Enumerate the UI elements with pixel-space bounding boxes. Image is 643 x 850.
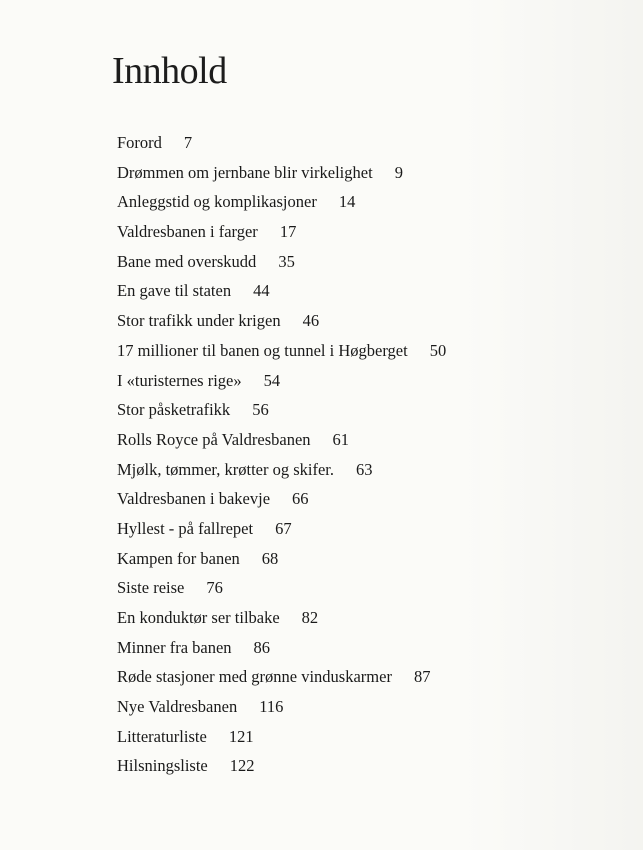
toc-entry <box>117 603 446 633</box>
toc-entry-page: 44 <box>253 281 270 301</box>
toc-entry-title: Valdresbanen i farger <box>117 222 258 242</box>
toc-entry-title: Anleggstid og komplikasjoner <box>117 192 317 212</box>
toc-entry <box>117 128 446 158</box>
toc-entry-page: 76 <box>206 578 223 598</box>
toc-entry <box>117 722 446 752</box>
toc-entry-page: 56 <box>252 400 269 420</box>
toc-entry-title: Nye Valdresbanen <box>117 697 238 717</box>
toc-entry <box>117 425 446 455</box>
toc-entry-page: 14 <box>338 192 356 212</box>
toc-entry <box>117 751 446 781</box>
toc-entry-title: Minner fra banen <box>117 637 232 657</box>
toc-entry-page: 66 <box>292 489 309 509</box>
toc-entry-title: Litteraturliste <box>117 726 207 746</box>
toc-entry-title: En gave til staten <box>117 281 232 301</box>
toc-entry-title: Rolls Royce på Valdresbanen <box>117 429 311 449</box>
toc-entry <box>117 633 446 663</box>
toc-entry-title: Stor trafikk under krigen <box>117 311 281 331</box>
toc-entry-page: 67 <box>275 518 292 538</box>
toc-entry-title: Forord <box>117 133 162 152</box>
toc-entry-title: Stor påsketrafikk <box>117 400 231 420</box>
toc-entry-title: Mjølk, tømmer, krøtter og skifer. <box>117 459 335 479</box>
toc-entry-page: 122 <box>229 756 255 776</box>
toc-entry-title: Drømmen om jernbane blir virkelighet <box>117 162 373 182</box>
toc-entry <box>117 544 446 574</box>
toc-entry <box>117 217 446 247</box>
toc-entry-page: 86 <box>253 637 271 657</box>
toc-entry <box>117 514 446 544</box>
toc-entry-page: 121 <box>228 726 254 746</box>
toc-entry <box>117 306 446 336</box>
toc-entry-page: 7 <box>183 133 193 152</box>
table-of-contents <box>117 128 446 781</box>
toc-entry-page: 17 <box>279 222 297 242</box>
toc-entry <box>117 484 446 514</box>
toc-entry-page: 68 <box>261 548 279 568</box>
toc-entry-title: En konduktør ser tilbake <box>117 608 280 627</box>
toc-entry-title: 17 millioner til banen og tunnel i Høgberget <box>117 340 408 360</box>
toc-entry-title: Kampen for banen <box>117 548 240 568</box>
toc-entry <box>117 395 446 425</box>
toc-entry-page: 46 <box>302 311 320 331</box>
toc-entry <box>117 573 446 603</box>
toc-entry <box>117 276 446 306</box>
page-edge-shade <box>463 0 643 850</box>
toc-entry-page: 82 <box>301 608 319 627</box>
toc-entry-title: Bane med overskudd <box>117 251 257 271</box>
toc-entry <box>117 187 446 217</box>
toc-entry-page: 9 <box>394 162 403 182</box>
toc-entry-title: Røde stasjoner med grønne vinduskarmer <box>117 667 392 687</box>
toc-entry <box>117 692 446 722</box>
toc-entry <box>117 247 446 277</box>
toc-entry <box>117 336 446 366</box>
toc-entry-title: Valdresbanen i bakevje <box>117 489 271 509</box>
toc-entry <box>117 158 446 188</box>
toc-entry-page: 50 <box>429 340 447 360</box>
toc-entry-page: 63 <box>356 459 373 479</box>
toc-entry-page: 35 <box>278 251 295 271</box>
toc-entry-title: Siste reise <box>117 578 185 598</box>
toc-entry-page: 54 <box>263 370 281 390</box>
toc-entry-page: 61 <box>332 429 350 449</box>
toc-entry-title: Hyllest - på fallrepet <box>117 518 254 538</box>
toc-entry <box>117 662 446 692</box>
toc-entry-page: 116 <box>259 697 284 717</box>
page-title: Innhold <box>112 50 227 92</box>
toc-entry-title: I «turisternes rige» <box>117 370 242 390</box>
toc-entry-title: Hilsningsliste <box>117 756 208 776</box>
toc-entry-page: 87 <box>413 667 431 687</box>
toc-entry <box>117 366 446 396</box>
toc-entry <box>117 455 446 485</box>
